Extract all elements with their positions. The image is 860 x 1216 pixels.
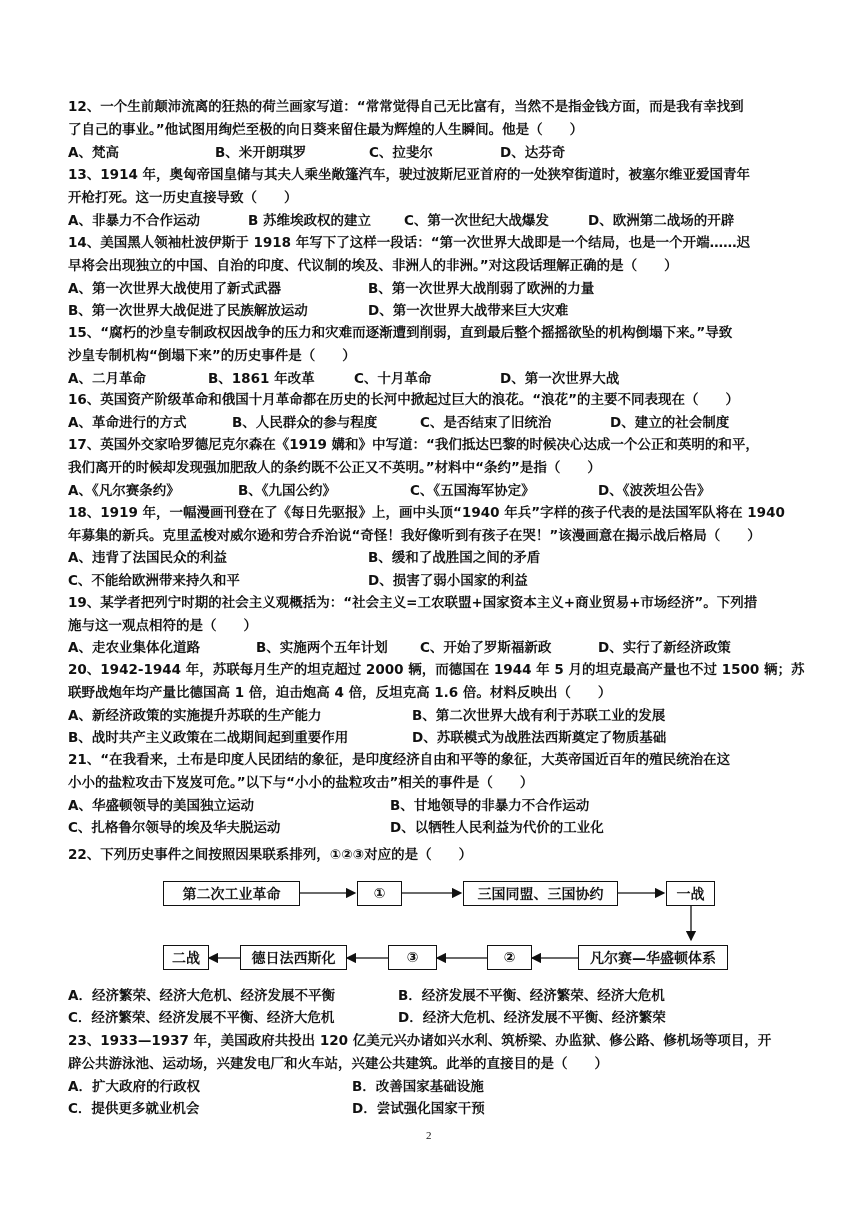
q20-option-c: B、战时共产主义政策在二战期间起到重要作用 (68, 730, 349, 746)
q23-stem-line1: 23、1933—1937 年，美国政府共投出 120 亿美元兴办诸如兴水利、筑桥梁、办监狱、修公路、修机场等项目，开 (68, 1033, 772, 1049)
q12-option-c: C、拉斐尔 (369, 145, 433, 161)
q15-option-d: D、第一次世界大战 (500, 371, 620, 387)
q13-option-d: D、欧洲第二战场的开辟 (588, 213, 735, 229)
q13-option-a: A、非暴力不合作运动 (68, 213, 200, 229)
q22-option-b: B．经济发展不平衡、经济繁荣、经济大危机 (398, 988, 665, 1004)
q23-option-b: B．改善国家基础设施 (352, 1079, 484, 1095)
q16-option-a: A、革命进行的方式 (68, 415, 187, 431)
q13-stem-line1: 13、1914 年，奥匈帝国皇储与其夫人乘坐敞篷汽车，驶过波斯尼亚首府的一处狭窄街道时，被塞尔维亚爱国青年 (68, 167, 751, 183)
q12-stem-line1: 12、一个生前颠沛流离的狂热的荷兰画家写道：“常常觉得自己无比富有，当然不是指金钱方面，而是我有幸找到 (68, 99, 744, 115)
q18-stem-line1: 18、1919 年，一幅漫画刊登在了《每日先驱报》上，画中头顶“1940 年兵”字样的孩子代表的是法国军队将在 1940 (68, 505, 785, 521)
q22-option-c: C．经济繁荣、经济发展不平衡、经济大危机 (68, 1010, 335, 1026)
q20-stem-line2: 联野战炮年均产量比德国高 1 倍，迫击炮高 4 倍，反坦克高 1.6 倍。材料反映出（ ） (68, 685, 612, 701)
q17-stem-line2: 我们离开的时候却发现强加肥敌人的条约既不公正又不英明。”材料中“条约”是指（ ） (68, 460, 601, 476)
q14-stem-line2: 早将会出现独立的中国、自治的印度、代议制的埃及、非洲人的非洲。”对这段话理解正确的是（ ） (68, 258, 678, 274)
q21-option-c: C、扎格鲁尔领导的埃及华夫脱运动 (68, 820, 281, 836)
q15-stem-line1: 15、“腐朽的沙皇专制政权因战争的压力和灾难而逐渐遭到削弱，直到最后整个摇摇欲坠的机构倒塌下来。”导致 (68, 325, 733, 341)
box-second-industrial-revolution: 第二次工业革命 (163, 881, 300, 906)
q19-option-b: B、实施两个五年计划 (256, 640, 388, 656)
q18-option-d: D、损害了弱小国家的利益 (368, 573, 528, 589)
q18-option-a: A、违背了法国民众的利益 (68, 550, 227, 566)
page-number: 2 (426, 1130, 432, 1142)
q21-stem-line2: 小小的盐粒攻击下岌岌可危。”以下与“小小的盐粒攻击”相关的事件是（ ） (68, 775, 534, 791)
q20-option-d: D、苏联模式为战胜法西斯奠定了物质基础 (412, 730, 667, 746)
box-blank-1: ① (357, 881, 402, 906)
q15-option-a: A、二月革命 (68, 371, 146, 387)
q23-option-d: D．尝试强化国家干预 (352, 1101, 485, 1117)
q19-option-a: A、走农业集体化道路 (68, 640, 200, 656)
q13-option-c: C、第一次世纪大战爆发 (404, 213, 549, 229)
q22-option-a: A．经济繁荣、经济大危机、经济发展不平衡 (68, 988, 335, 1004)
q14-option-d: D、第一次世界大战带来巨大灾难 (368, 303, 569, 319)
q12-option-a: A、梵高 (68, 145, 119, 161)
q15-stem-line2: 沙皇专制机构“倒塌下来”的历史事件是（ ） (68, 348, 356, 364)
q14-option-c: B、第一次世界大战促进了民族解放运动 (68, 303, 308, 319)
q12-option-d: D、达芬奇 (500, 145, 566, 161)
q21-option-a: A、华盛顿领导的美国独立运动 (68, 798, 254, 814)
q17-option-b: B、《九国公约》 (238, 483, 337, 499)
q19-option-c: C、开始了罗斯福新政 (420, 640, 552, 656)
q16-stem-line1: 16、英国资产阶级革命和俄国十月革命都在历史的长河中掀起过巨大的浪花。“浪花”的主要不同表现在（ ） (68, 392, 740, 408)
q17-option-d: D、《波茨坦公告》 (598, 483, 711, 499)
box-blank-3: ③ (388, 945, 437, 970)
q20-option-b: B、第二次世界大战有利于苏联工业的发展 (412, 708, 666, 724)
q13-stem-line2: 开枪打死。这一历史直接导致（ ） (68, 190, 298, 206)
box-fascism: 德日法西斯化 (240, 945, 347, 970)
q12-option-b: B、米开朗琪罗 (215, 145, 307, 161)
q17-stem-line1: 17、英国外交家哈罗德尼克尔森在《1919 媾和》中写道：“我们抵达巴黎的时候决心达成一个公正和英明的和平， (68, 437, 759, 453)
q17-option-c: C、《五国海军协定》 (410, 483, 535, 499)
box-ww2: 二战 (163, 945, 209, 970)
box-alliances: 三国同盟、三国协约 (463, 881, 618, 906)
q18-stem-line2: 年募集的新兵。克里孟梭对威尔逊和劳合乔治说“奇怪！我好像听到有孩子在哭！”该漫画意在揭示战后格局（ ） (68, 528, 761, 544)
q19-stem-line1: 19、某学者把列宁时期的社会主义观概括为：“社会主义=工农联盟+国家资本主义+商业贸易+市场经济”。下列措 (68, 595, 758, 611)
q19-option-d: D、实行了新经济政策 (598, 640, 731, 656)
q21-stem-line1: 21、“在我看来，土布是印度人民团结的象征，是印度经济自由和平等的象征，大英帝国近百年的殖民统治在这 (68, 752, 731, 768)
q23-option-c: C．提供更多就业机会 (68, 1101, 200, 1117)
q22-option-d: D．经济大危机、经济发展不平衡、经济繁荣 (398, 1010, 666, 1026)
box-blank-2: ② (487, 945, 532, 970)
q18-option-c: C、不能给欧洲带来持久和平 (68, 573, 240, 589)
q17-option-a: A、《凡尔赛条约》 (68, 483, 180, 499)
q15-option-c: C、十月革命 (354, 371, 432, 387)
q13-option-b: B 苏维埃政权的建立 (248, 213, 371, 229)
q21-option-b: B、甘地领导的非暴力不合作运动 (390, 798, 590, 814)
q18-option-b: B、缓和了战胜国之间的矛盾 (368, 550, 541, 566)
q12-stem-line2: 了自己的事业。”他试图用绚烂至极的向日葵来留住最为辉煌的人生瞬间。他是（ ） (68, 122, 584, 138)
q20-stem-line1: 20、1942-1944 年，苏联每月生产的坦克超过 2000 辆，而德国在 1944 年 5 月的坦克最高产量也不过 1500 辆；苏 (68, 662, 805, 678)
q16-option-c: C、是否结束了旧统治 (420, 415, 552, 431)
q15-option-b: B、1861 年改革 (208, 371, 315, 387)
q23-stem-line2: 辟公共游泳池、运动场，兴建发电厂和火车站，兴建公共建筑。此举的直接目的是（ ） (68, 1056, 608, 1072)
q19-stem-line2: 施与这一观点相符的是（ ） (68, 618, 257, 634)
q21-option-d: D、以牺牲人民利益为代价的工业化 (390, 820, 604, 836)
q16-option-b: B、人民群众的参与程度 (232, 415, 378, 431)
q22-stem-line1: 22、下列历史事件之间按照因果联系排列，①②③对应的是（ ） (68, 847, 473, 863)
box-versailles-washington-system: 凡尔赛—华盛顿体系 (578, 945, 728, 970)
q14-stem-line1: 14、美国黑人领袖杜波伊斯于 1918 年写下了这样一段话：“第一次世界大战即是一个结局，也是一个开端……迟 (68, 235, 751, 251)
q16-option-d: D、建立的社会制度 (610, 415, 730, 431)
box-ww1: 一战 (666, 881, 715, 906)
q14-option-a: A、第一次世界大战使用了新式武器 (68, 281, 281, 297)
q20-option-a: A、新经济政策的实施提升苏联的生产能力 (68, 708, 322, 724)
q14-option-b: B、第一次世界大战削弱了欧洲的力量 (368, 281, 595, 297)
q23-option-a: A．扩大政府的行政权 (68, 1079, 200, 1095)
